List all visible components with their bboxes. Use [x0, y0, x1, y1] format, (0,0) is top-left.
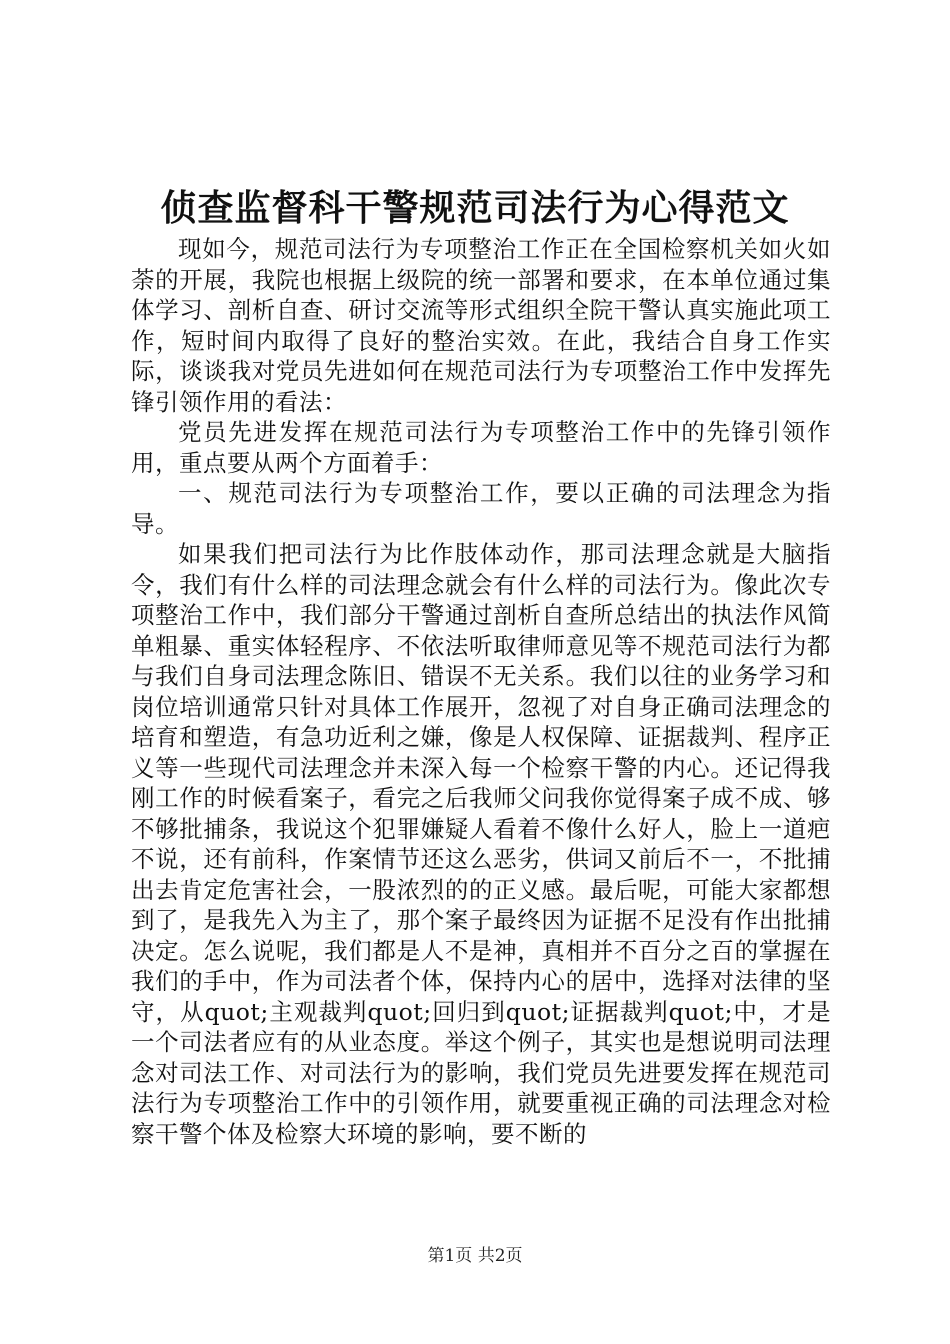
paragraph: 现如今，规范司法行为专项整治工作正在全国检察机关如火如荼的开展，我院也根据上级院的统一部署和要求，在本单位通过集体学习、剖析自查、研讨交流等形式组织全院干警认真实施此项工作，短时间内取得了良好的整治实效。在此，我结合自身工作实际，谈谈我对党员先进如何在规范司法行为专项整治工作中发挥先锋引领作用的看法： — [131, 235, 831, 416]
paragraph: 如果我们把司法行为比作肢体动作，那司法理念就是大脑指令，我们有什么样的司法理念就会有什么样的司法行为。像此次专项整治工作中，我们部分干警通过剖析自查所总结出的执法作风简单粗暴、重实体轻程序、不依法听取律师意见等不规范司法行为都与我们自身司法理念陈旧、错误不无关系。我们以往的业务学习和岗位培训通常只针对具体工作展开，忽视了对自身正确司法理念的培育和塑造，有急功近利之嫌，像是人权保障、证据裁判、程序正义等一些现代司法理念并未深入每一个检察干警的内心。还记得我刚工作的时候看案子，看完之后我师父问我你觉得案子成不成、够不够批捕条，我说这个犯罪嫌疑人看着不像什么好人，脸上一道疤不说，还有前科，作案情节还这么恶劣，供词又前后不一，不批捕出去肯定危害社会，一股浓烈的的正义感。最后呢，可能大家都想到了，是我先入为主了，那个案子最终因为证据不足没有作出批捕决定。怎么说呢，我们都是人不是神，真相并不百分之百的掌握在我们的手中，作为司法者个体，保持内心的居中，选择对法律的坚守，从quot;主观裁判quot;回归到quot;证据裁判quot;中，才是一个司法者应有的从业态度。举这个例子，其实也是想说明司法理念对司法工作、对司法行为的影响，我们党员先进要发挥在规范司法行为专项整治工作中的引领作用，就要重视正确的司法理念对检察干警个体及检察大环境的影响，要不断的 — [131, 540, 831, 1148]
page-footer — [0, 1244, 950, 1268]
document-title: 侦查监督科干警规范司法行为心得范文 — [160, 187, 790, 229]
page-indicator: 第1页 共2页 — [427, 1246, 523, 1266]
paragraph: 一、规范司法行为专项整治工作，要以正确的司法理念为指导。 — [131, 479, 831, 538]
paragraph: 党员先进发挥在规范司法行为专项整治工作中的先锋引领作用，重点要从两个方面着手： — [131, 418, 831, 477]
document-body — [131, 234, 831, 1149]
